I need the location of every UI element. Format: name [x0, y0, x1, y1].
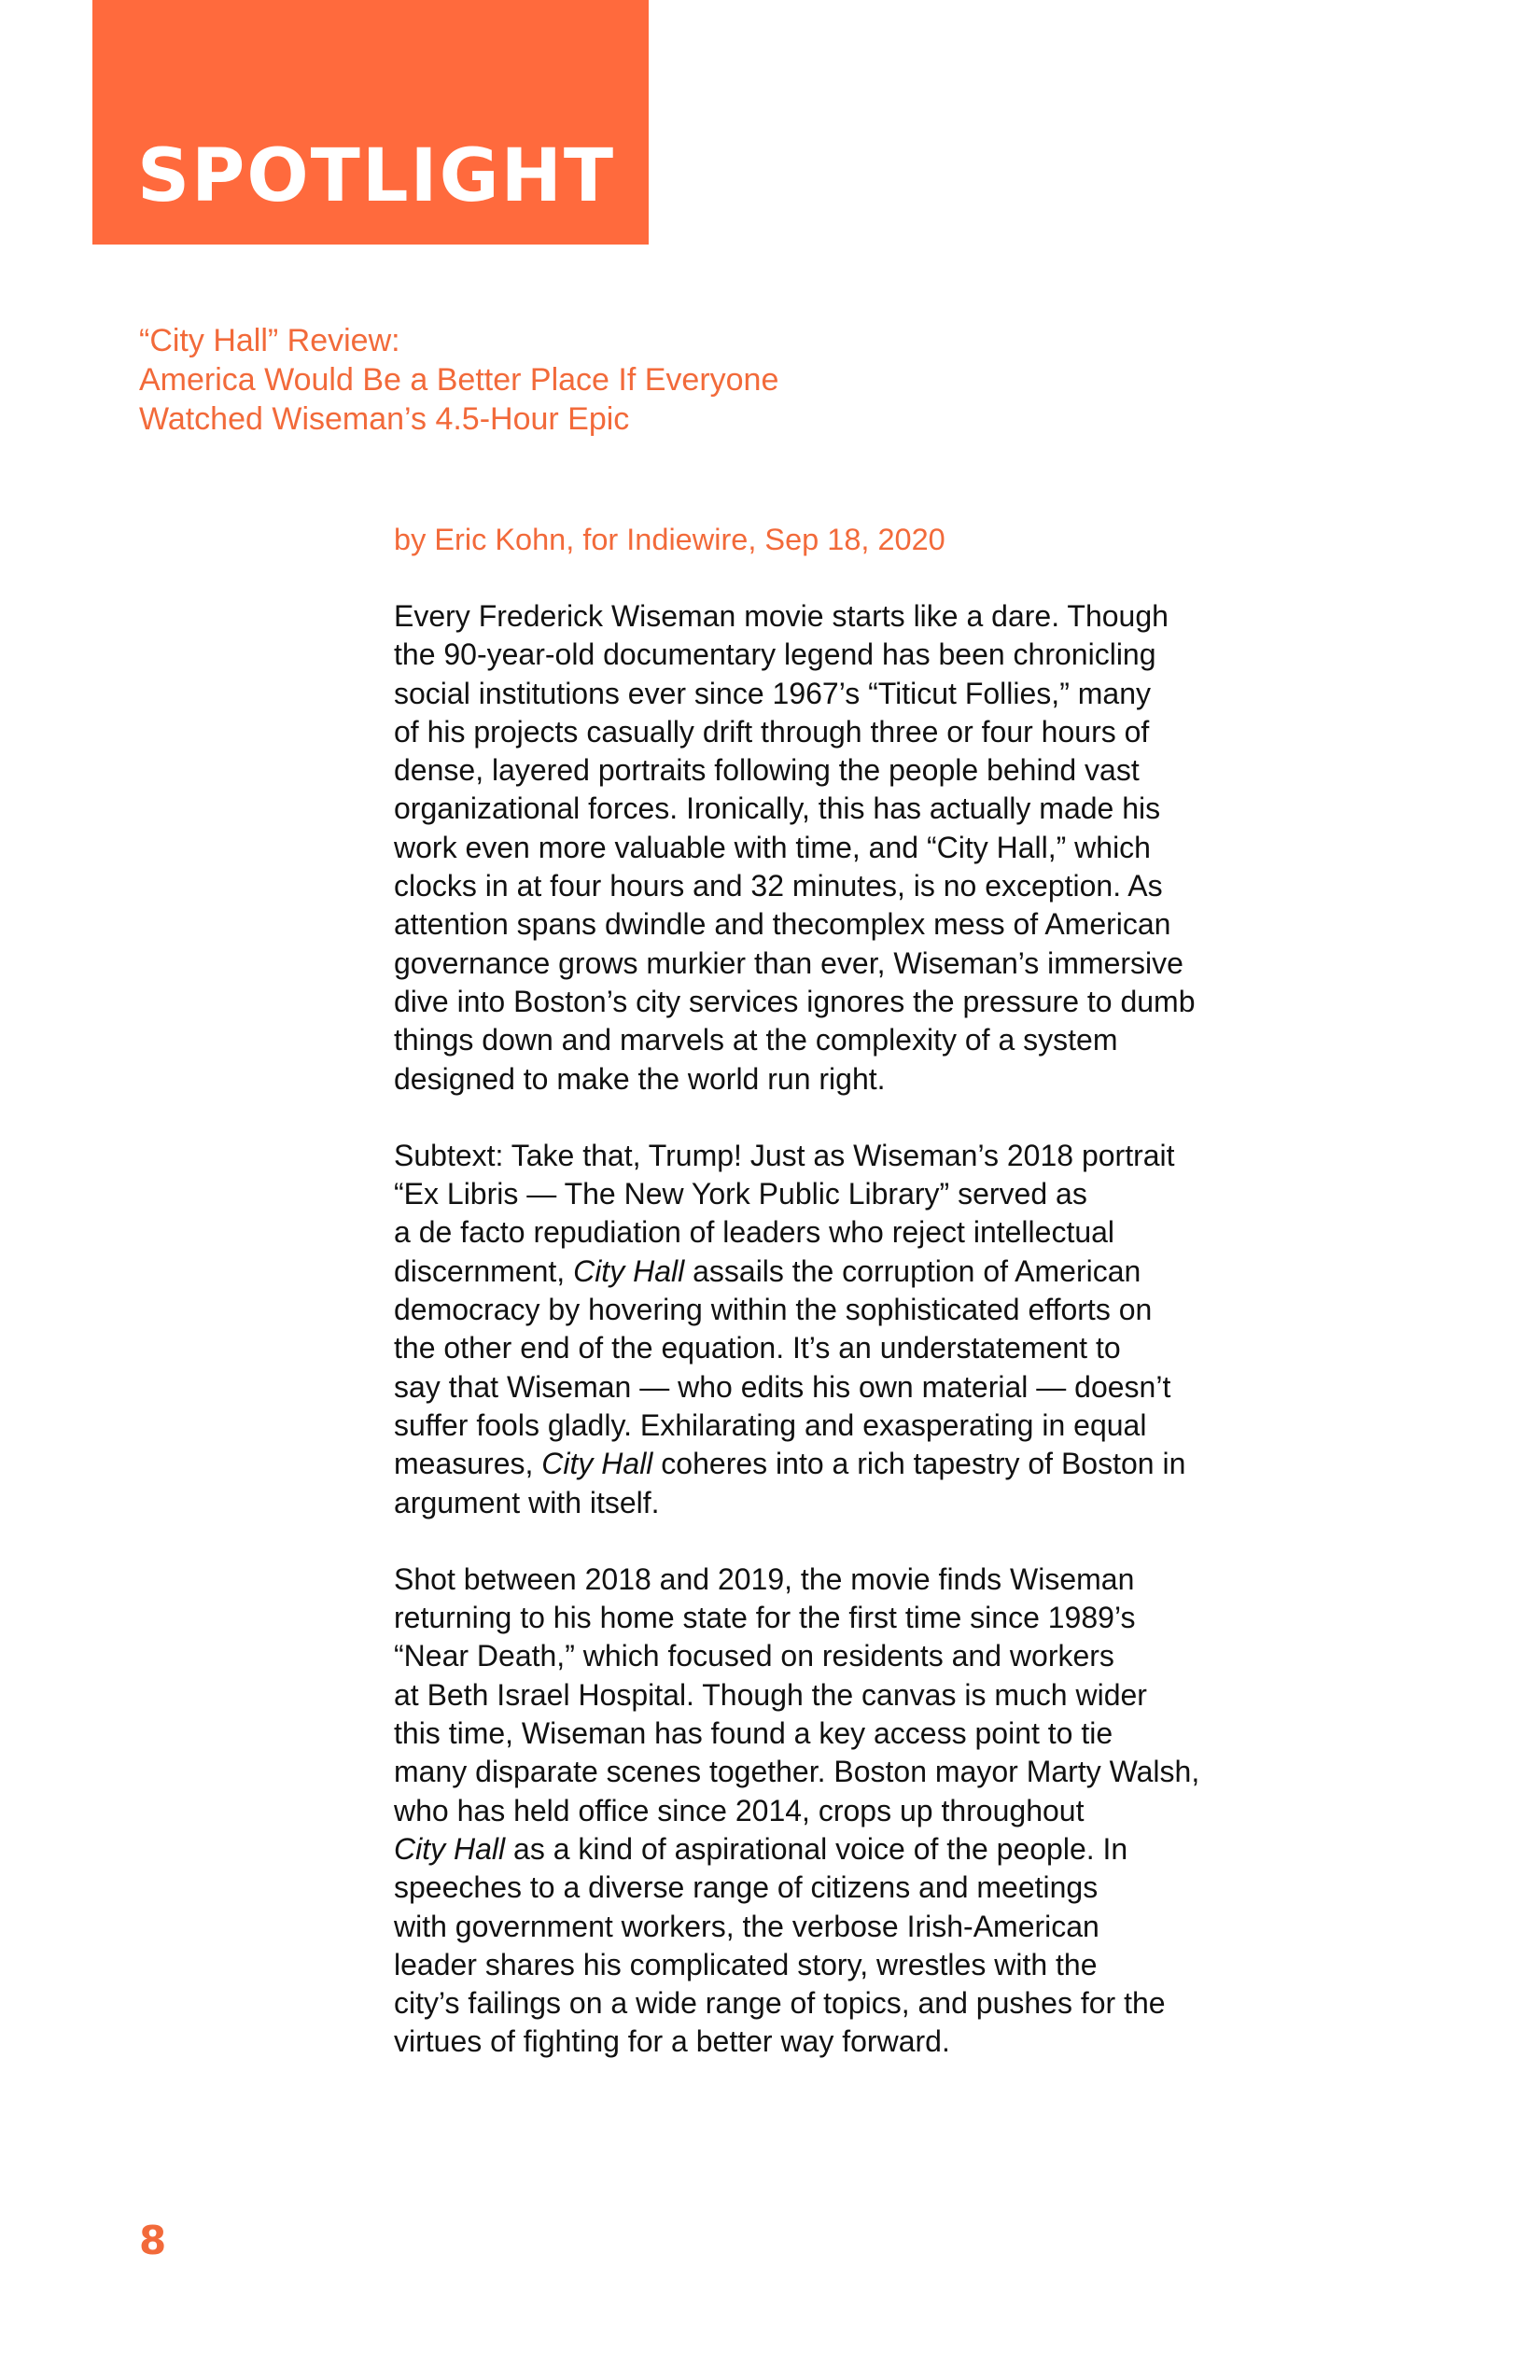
line-text: of his projects casually drift through three or four hours of [394, 714, 1150, 749]
paragraph-line [394, 1753, 1327, 1791]
line-text: things down and marvels at the complexity of a system [394, 1023, 1118, 1057]
film-title-italic: City Hall [541, 1447, 653, 1481]
line-text: suffer fools gladly. Exhilarating and exasperating in equal [394, 1407, 1147, 1442]
page-number: 8 [139, 2218, 167, 2263]
paragraph-line [394, 1792, 1327, 1830]
line-text: measures, [394, 1447, 542, 1481]
headline-line: America Would Be a Better Place If Everyone [139, 362, 779, 398]
article-headline [139, 321, 778, 439]
line-text: the 90-year-old documentary legend has been chronicling [394, 637, 1156, 672]
paragraph-line [394, 1869, 1327, 1907]
line-text: virtues of fighting for a better way forward. [394, 2024, 950, 2059]
paragraph-line [394, 1561, 1327, 1599]
article-byline: by Eric Kohn, for Indiewire, Sep 18, 2020 [394, 523, 945, 556]
article-paragraph [394, 1137, 1327, 1522]
line-text: many disparate scenes together. Boston mayor Marty Walsh, [394, 1755, 1200, 1789]
paragraph-line [394, 1060, 1327, 1099]
paragraph-line [394, 1253, 1327, 1291]
paragraph-line [394, 1213, 1327, 1252]
line-text: leader shares his complicated story, wrestles with the [394, 1947, 1098, 1981]
line-text: say that Wiseman — who edits his own material — doesn’t [394, 1369, 1171, 1404]
section-banner [92, 0, 649, 245]
line-text: “Ex Libris — The New York Public Library” served as [394, 1177, 1087, 1211]
line-text: work even more valuable with time, and “City Hall,” which [394, 830, 1151, 864]
article-paragraph [394, 1561, 1327, 2062]
line-text: clocks in at four hours and 32 minutes, is no exception. As [394, 869, 1163, 903]
line-text: organizational forces. Ironically, this has actually made his [394, 791, 1161, 826]
paragraph-line [394, 1484, 1327, 1522]
paragraph-line [394, 2023, 1327, 2061]
paragraph-line [394, 867, 1327, 905]
film-title-italic: City Hall [573, 1253, 685, 1288]
line-text: discernment, [394, 1253, 574, 1288]
paragraph-line [394, 790, 1327, 828]
paragraph-line [394, 829, 1327, 867]
line-text: dense, layered portraits following the people behind vast [394, 753, 1140, 788]
line-text: the other end of the equation. It’s an understatement to [394, 1331, 1121, 1365]
line-text: as a kind of aspirational voice of the people. In [505, 1831, 1128, 1866]
paragraph-line [394, 1946, 1327, 1984]
line-text: argument with itself. [394, 1485, 660, 1519]
paragraph-line [394, 1291, 1327, 1329]
paragraph-line [394, 1599, 1327, 1637]
line-text: social institutions ever since 1967’s “Titicut Follies,” many [394, 676, 1151, 710]
paragraph-line [394, 1637, 1327, 1675]
paragraph-line [394, 1445, 1327, 1483]
paragraph-line [394, 1715, 1327, 1753]
paragraph-line [394, 1137, 1327, 1175]
line-text: this time, Wiseman has found a key access point to tie [394, 1716, 1113, 1751]
line-text: coheres into a rich tapestry of Boston in [652, 1447, 1186, 1481]
headline-line: Watched Wiseman’s 4.5-Hour Epic [139, 401, 630, 437]
line-text: with government workers, the verbose Irish-American [394, 1909, 1099, 1943]
line-text: assails the corruption of American [684, 1253, 1141, 1288]
line-text: democracy by hovering within the sophisticated efforts on [394, 1293, 1153, 1327]
line-text: who has held office since 2014, crops up throughout [394, 1793, 1085, 1827]
line-text: Every Frederick Wiseman movie starts like a dare. Though [394, 599, 1169, 633]
paragraph-line [394, 1021, 1327, 1059]
line-text: speeches to a diverse range of citizens and meetings [394, 1870, 1099, 1905]
paragraph-line [394, 1368, 1327, 1407]
section-title: SPOTLIGHT [137, 134, 616, 218]
article-body [394, 597, 1327, 2100]
paragraph-line [394, 1407, 1327, 1445]
paragraph-line [394, 945, 1327, 983]
line-text: a de facto repudiation of leaders who reject intellectual [394, 1215, 1115, 1250]
paragraph-line [394, 751, 1327, 790]
headline-line: “City Hall” Review: [139, 323, 400, 358]
line-text: at Beth Israel Hospital. Though the canvas is much wider [394, 1677, 1147, 1712]
paragraph-line [394, 1175, 1327, 1213]
line-text: governance grows murkier than ever, Wiseman’s immersive [394, 945, 1183, 980]
paragraph-line [394, 1830, 1327, 1869]
line-text: “Near Death,” which focused on residents and workers [394, 1639, 1114, 1673]
film-title-italic: City Hall [394, 1831, 506, 1866]
line-text: Shot between 2018 and 2019, the movie finds Wiseman [394, 1561, 1135, 1596]
paragraph-line [394, 636, 1327, 674]
paragraph-line [394, 983, 1327, 1021]
paragraph-line [394, 1676, 1327, 1715]
paragraph-line [394, 1984, 1327, 2023]
paragraph-line [394, 1908, 1327, 1946]
paragraph-line [394, 675, 1327, 713]
article-paragraph [394, 597, 1327, 1099]
line-text: Subtext: Take that, Trump! Just as Wiseman’s 2018 portrait [394, 1138, 1175, 1172]
paragraph-line [394, 905, 1327, 944]
paragraph-line [394, 713, 1327, 751]
line-text: city’s failings on a wide range of topics, and pushes for the [394, 1986, 1166, 2021]
paragraph-line [394, 597, 1327, 636]
paragraph-line [394, 1329, 1327, 1367]
line-text: designed to make the world run right. [394, 1061, 886, 1096]
line-text: attention spans dwindle and thecomplex mess of American [394, 907, 1171, 942]
line-text: returning to his home state for the first time since 1989’s [394, 1601, 1136, 1635]
line-text: dive into Boston’s city services ignores the pressure to dumb [394, 984, 1196, 1018]
